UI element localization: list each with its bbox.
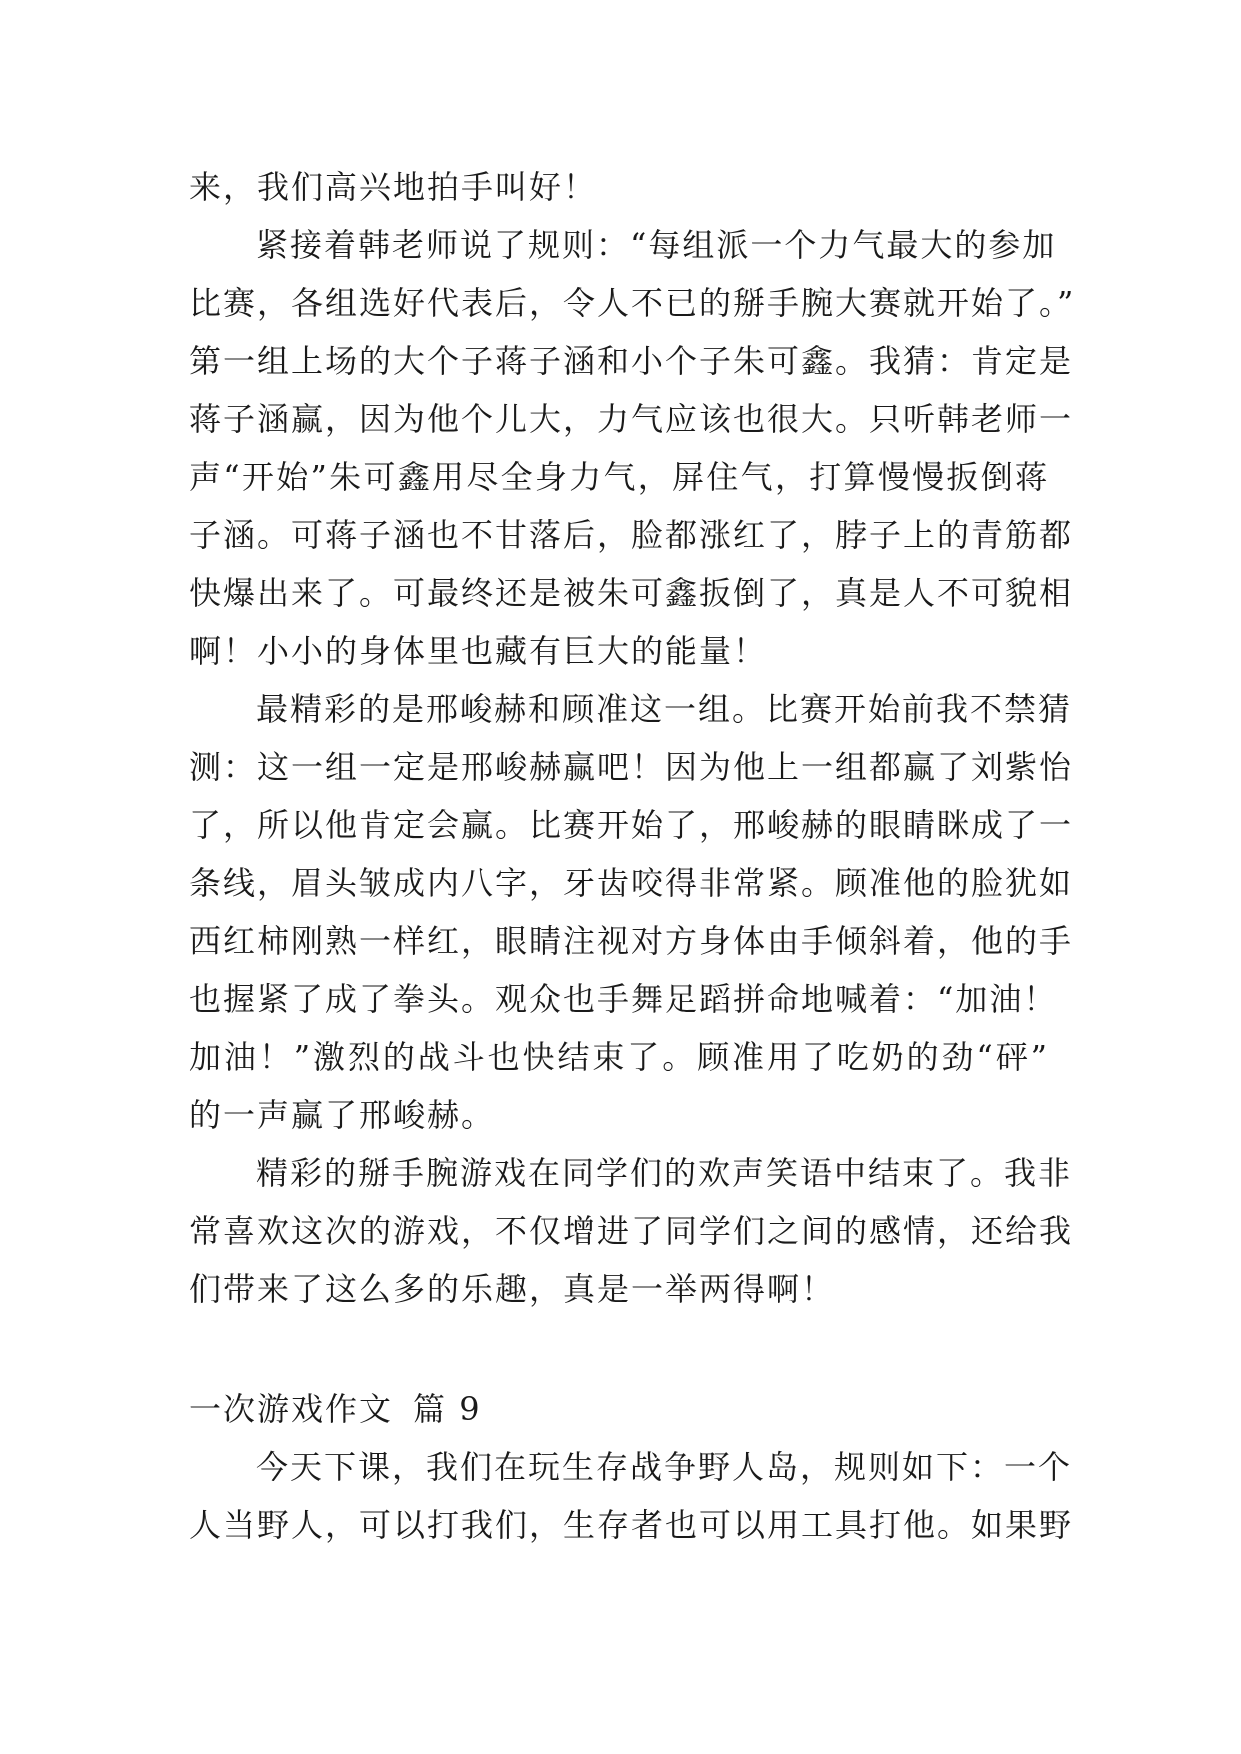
text-line: 今天下课，我们在玩生存战争野人岛，规则如下：一个 — [256, 1448, 1073, 1486]
text-line: 最精彩的是邢峻赫和顾准这一组。比赛开始前我不禁猜 — [256, 690, 1073, 728]
text-line: 测：这一组一定是邢峻赫赢吧！因为他上一组都赢了刘紫怡 — [189, 748, 1074, 786]
text-line: 第一组上场的大个子蒋子涵和小个子朱可鑫。我猜：肯定是 — [189, 342, 1074, 380]
text-line: 常喜欢这次的游戏，不仅增进了同学们之间的感情，还给我 — [189, 1212, 1074, 1250]
text-line: 蒋子涵赢，因为他个儿大，力气应该也很大。只听韩老师一 — [189, 400, 1074, 438]
heading-title: 一次游戏作文 — [189, 1390, 394, 1428]
text-line: 条线，眉头皱成内八字，牙齿咬得非常紧。顾准他的脸犹如 — [189, 864, 1074, 902]
text-line: 们带来了这么多的乐趣，真是一举两得啊！ — [189, 1270, 836, 1308]
text-line: 的一声赢了邢峻赫。 — [189, 1096, 496, 1134]
text-line: 子涵。可蒋子涵也不甘落后，脸都涨红了，脖子上的青筋都 — [189, 516, 1074, 554]
section-heading — [189, 1380, 1049, 1438]
text-line: 比赛，各组选好代表后，令人不已的掰手腕大赛就开始了。” — [189, 284, 1076, 322]
heading-part: 篇 9 — [413, 1390, 482, 1428]
section-gap — [189, 1318, 1049, 1380]
text-line: 紧接着韩老师说了规则：“每组派一个力气最大的参加 — [256, 226, 1057, 264]
text-line: 快爆出来了。可最终还是被朱可鑫扳倒了，真是人不可貌相 — [189, 574, 1074, 612]
text-line: 也握紧了成了拳头。观众也手舞足蹈拼命地喊着：“加油！ — [189, 980, 1058, 1018]
text-line: 声“开始”朱可鑫用尽全身力气，屏住气，打算慢慢扳倒蒋 — [189, 458, 1049, 496]
text-line: 啊！小小的身体里也藏有巨大的能量！ — [189, 632, 768, 670]
text-line: 加油！”激烈的战斗也快结束了。顾准用了吃奶的劲“砰” — [189, 1038, 1049, 1076]
text-line: 了，所以他肯定会赢。比赛开始了，邢峻赫的眼睛眯成了一 — [189, 806, 1074, 844]
text-line: 人当野人，可以打我们，生存者也可以用工具打他。如果野 — [189, 1506, 1074, 1544]
paragraph — [189, 680, 1074, 1144]
paragraph — [189, 158, 1049, 216]
paragraph — [189, 216, 1076, 680]
text-line: 来，我们高兴地拍手叫好！ — [189, 168, 598, 206]
text-line: 西红柿刚熟一样红，眼睛注视对方身体由手倾斜着，他的手 — [189, 922, 1074, 960]
paragraph — [189, 1144, 1074, 1318]
paragraph — [189, 1438, 1074, 1554]
essay-text — [189, 158, 1076, 1554]
text-line: 精彩的掰手腕游戏在同学们的欢声笑语中结束了。我非 — [256, 1154, 1073, 1192]
